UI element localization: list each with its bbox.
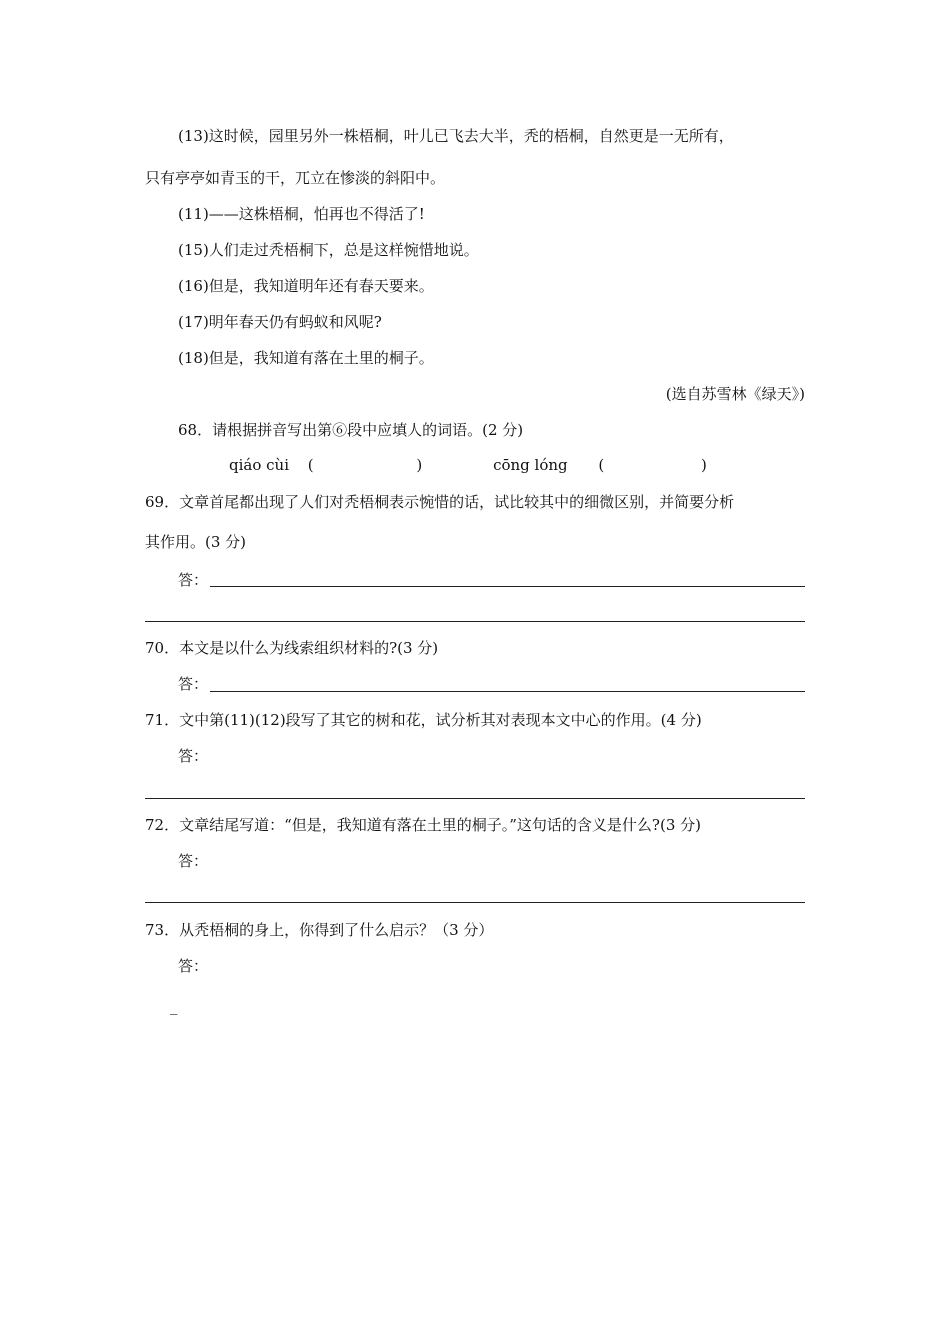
pinyin-1: qiáo cùi	[229, 456, 289, 474]
pinyin-2: cōng lóng	[493, 456, 568, 474]
answer-blank-1-close: )	[416, 456, 423, 474]
answer-line[interactable]	[145, 798, 805, 799]
question-71-answer-label: 答：	[178, 747, 209, 765]
answer-line[interactable]	[210, 691, 805, 692]
answer-line[interactable]	[145, 621, 805, 622]
paragraph-13-line-2: 只有亭亭如青玉的干，兀立在惨淡的斜阳中。	[145, 169, 446, 187]
answer-blank-2-open: (	[598, 456, 605, 474]
question-70: 70．本文是以什么为线索组织材料的?(3 分)	[145, 639, 439, 657]
answer-line[interactable]	[145, 902, 805, 903]
question-73: 73．从秃梧桐的身上，你得到了什么启示？（3 分）	[145, 921, 494, 939]
source-citation: (选自苏雪林《绿天》)	[665, 385, 805, 403]
question-70-answer-label: 答：	[178, 675, 209, 693]
question-69-line-1: 69．文章首尾都出现了人们对秃梧桐表示惋惜的话，试比较其中的细微区别，并简要分析	[145, 493, 735, 511]
paragraph-13-line-1: (13)这时候，园里另外一株梧桐，叶儿已飞去大半，秃的梧桐，自然更是一无所有，	[178, 127, 734, 145]
question-73-answer-label: 答：	[178, 957, 209, 975]
answer-line[interactable]	[210, 586, 805, 587]
question-72: 72．文章结尾写道：“但是，我知道有落在土里的桐子。”这句话的含义是什么?(3 分)	[145, 816, 701, 834]
paragraph-16: (16)但是，我知道明年还有春天要来。	[178, 277, 434, 295]
question-69-line-2: 其作用。(3 分)	[145, 533, 247, 551]
question-72-answer-label: 答：	[178, 852, 209, 870]
paragraph-18: (18)但是，我知道有落在土里的桐子。	[178, 349, 434, 367]
answer-blank-2-close: )	[701, 456, 707, 474]
paragraph-15: (15)人们走过秃梧桐下，总是这样惋惜地说。	[178, 241, 479, 259]
question-71: 71．文中第(11)(12)段写了其它的树和花，试分析其对表现本文中心的作用。(4 分)	[145, 711, 702, 729]
paragraph-17: (17)明年春天仍有蚂蚁和风呢?	[178, 313, 382, 331]
pinyin-row	[229, 455, 707, 475]
answer-blank-1-open: (	[307, 456, 314, 474]
trailing-mark: _	[170, 997, 178, 1015]
paragraph-11: (11)——这株梧桐，怕再也不得活了!	[178, 205, 425, 223]
question-69-answer-label: 答：	[178, 571, 209, 589]
question-68: 68．请根据拼音写出第⑥段中应填人的词语。(2 分)	[178, 421, 524, 439]
